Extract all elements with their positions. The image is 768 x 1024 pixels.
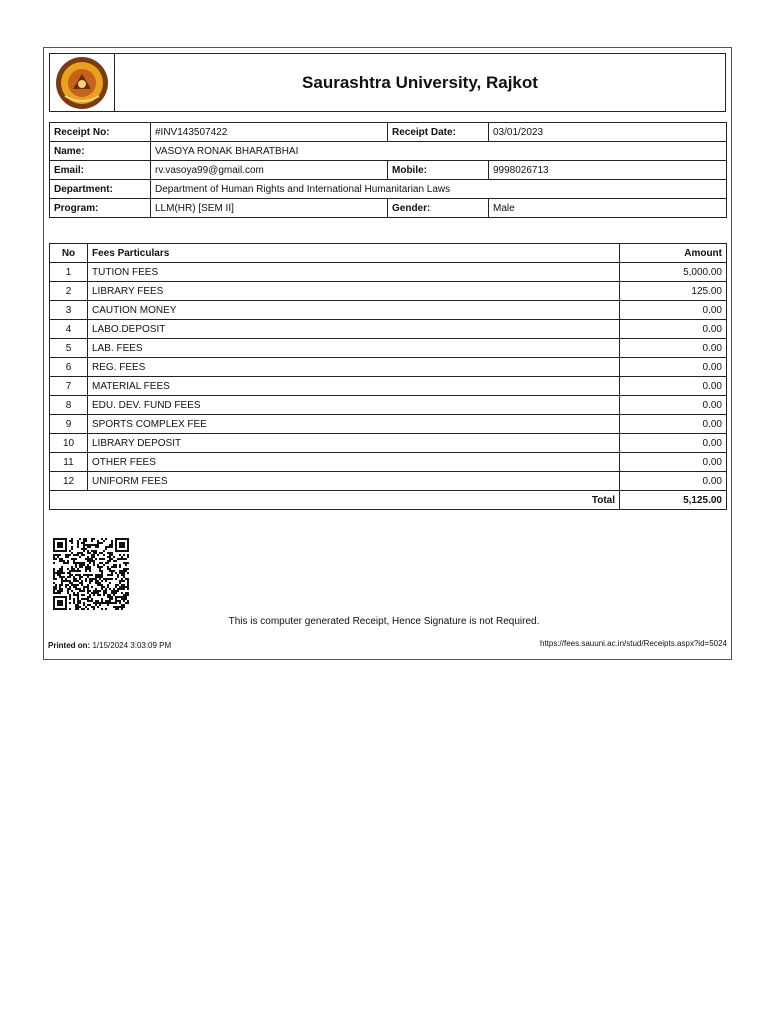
fee-row-amount: 0.00 — [620, 301, 727, 320]
fee-row-amount: 0.00 — [620, 320, 727, 339]
fee-row-amount: 0.00 — [620, 415, 727, 434]
fee-row-no: 7 — [50, 377, 88, 396]
university-seal-icon — [55, 56, 109, 110]
email-label: Email: — [50, 161, 151, 180]
fee-row-amount: 0.00 — [620, 358, 727, 377]
fee-row-amount: 0.00 — [620, 434, 727, 453]
fees-body — [50, 263, 727, 491]
fee-row — [50, 396, 727, 415]
fee-row-no: 2 — [50, 282, 88, 301]
fee-row-no: 12 — [50, 472, 88, 491]
fee-row-name: REG. FEES — [88, 358, 620, 377]
student-info-table — [49, 122, 727, 218]
mobile-value: 9998026713 — [489, 161, 727, 180]
receipt-date-value: 03/01/2023 — [489, 123, 727, 142]
fee-row-name: EDU. DEV. FUND FEES — [88, 396, 620, 415]
col-particulars-header: Fees Particulars — [88, 244, 620, 263]
fee-row-amount: 0.00 — [620, 472, 727, 491]
fee-row-no: 9 — [50, 415, 88, 434]
fee-row — [50, 282, 727, 301]
department-value: Department of Human Rights and International Humanitarian Laws — [151, 180, 727, 199]
fee-row — [50, 358, 727, 377]
program-label: Program: — [50, 199, 151, 218]
fee-row — [50, 472, 727, 491]
program-value: LLM(HR) [SEM II] — [151, 199, 388, 218]
fee-row-name: LIBRARY DEPOSIT — [88, 434, 620, 453]
fee-row-amount: 125.00 — [620, 282, 727, 301]
fee-row-name: LIBRARY FEES — [88, 282, 620, 301]
page-title: Saurashtra University, Rajkot — [302, 72, 538, 92]
fee-row-no: 3 — [50, 301, 88, 320]
fee-row — [50, 263, 727, 282]
printed-on — [48, 641, 171, 650]
name-label: Name: — [50, 142, 151, 161]
receipt-header — [49, 53, 726, 112]
printed-on-value: 1/15/2024 3:03:09 PM — [92, 641, 172, 650]
fee-row-name: SPORTS COMPLEX FEE — [88, 415, 620, 434]
fee-row — [50, 415, 727, 434]
qr-code-icon — [53, 538, 129, 610]
col-no-header: No — [50, 244, 88, 263]
fee-row-name: LABO.DEPOSIT — [88, 320, 620, 339]
fee-row — [50, 301, 727, 320]
email-value: rv.vasoya99@gmail.com — [151, 161, 388, 180]
fee-row-amount: 0.00 — [620, 453, 727, 472]
fee-row — [50, 377, 727, 396]
fee-row — [50, 320, 727, 339]
fee-row-amount: 0.00 — [620, 377, 727, 396]
fee-row — [50, 434, 727, 453]
fee-row-no: 10 — [50, 434, 88, 453]
fee-row-amount: 5,000.00 — [620, 263, 727, 282]
fee-row-no: 6 — [50, 358, 88, 377]
fee-row-name: TUTION FEES — [88, 263, 620, 282]
footer-note: This is computer generated Receipt, Hence Signature is not Required. — [228, 616, 540, 627]
receipt-url: https://fees.sauuni.ac.in/stud/Receipts.aspx?id=5024 — [539, 639, 727, 648]
fee-row-name: OTHER FEES — [88, 453, 620, 472]
fees-table — [49, 243, 727, 510]
fee-row-name: MATERIAL FEES — [88, 377, 620, 396]
fee-row-amount: 0.00 — [620, 339, 727, 358]
receipt-date-label: Receipt Date: — [388, 123, 489, 142]
total-row — [50, 491, 727, 510]
fee-row-no: 1 — [50, 263, 88, 282]
receipt-no-label: Receipt No: — [50, 123, 151, 142]
receipt-no-value: #INV143507422 — [151, 123, 388, 142]
department-label: Department: — [50, 180, 151, 199]
fee-row — [50, 453, 727, 472]
name-value: VASOYA RONAK BHARATBHAI — [151, 142, 727, 161]
mobile-label: Mobile: — [388, 161, 489, 180]
col-amount-header: Amount — [620, 244, 727, 263]
total-value: 5,125.00 — [620, 491, 727, 510]
fee-row-amount: 0.00 — [620, 396, 727, 415]
logo-cell — [50, 54, 115, 111]
gender-value: Male — [489, 199, 727, 218]
gender-label: Gender: — [388, 199, 489, 218]
printed-on-label: Printed on: — [48, 641, 91, 650]
fee-row-no: 8 — [50, 396, 88, 415]
fee-row — [50, 339, 727, 358]
total-label: Total — [50, 491, 620, 510]
fee-row-no: 11 — [50, 453, 88, 472]
fee-row-no: 4 — [50, 320, 88, 339]
fee-row-name: CAUTION MONEY — [88, 301, 620, 320]
fee-row-name: LAB. FEES — [88, 339, 620, 358]
fee-row-name: UNIFORM FEES — [88, 472, 620, 491]
fee-row-no: 5 — [50, 339, 88, 358]
